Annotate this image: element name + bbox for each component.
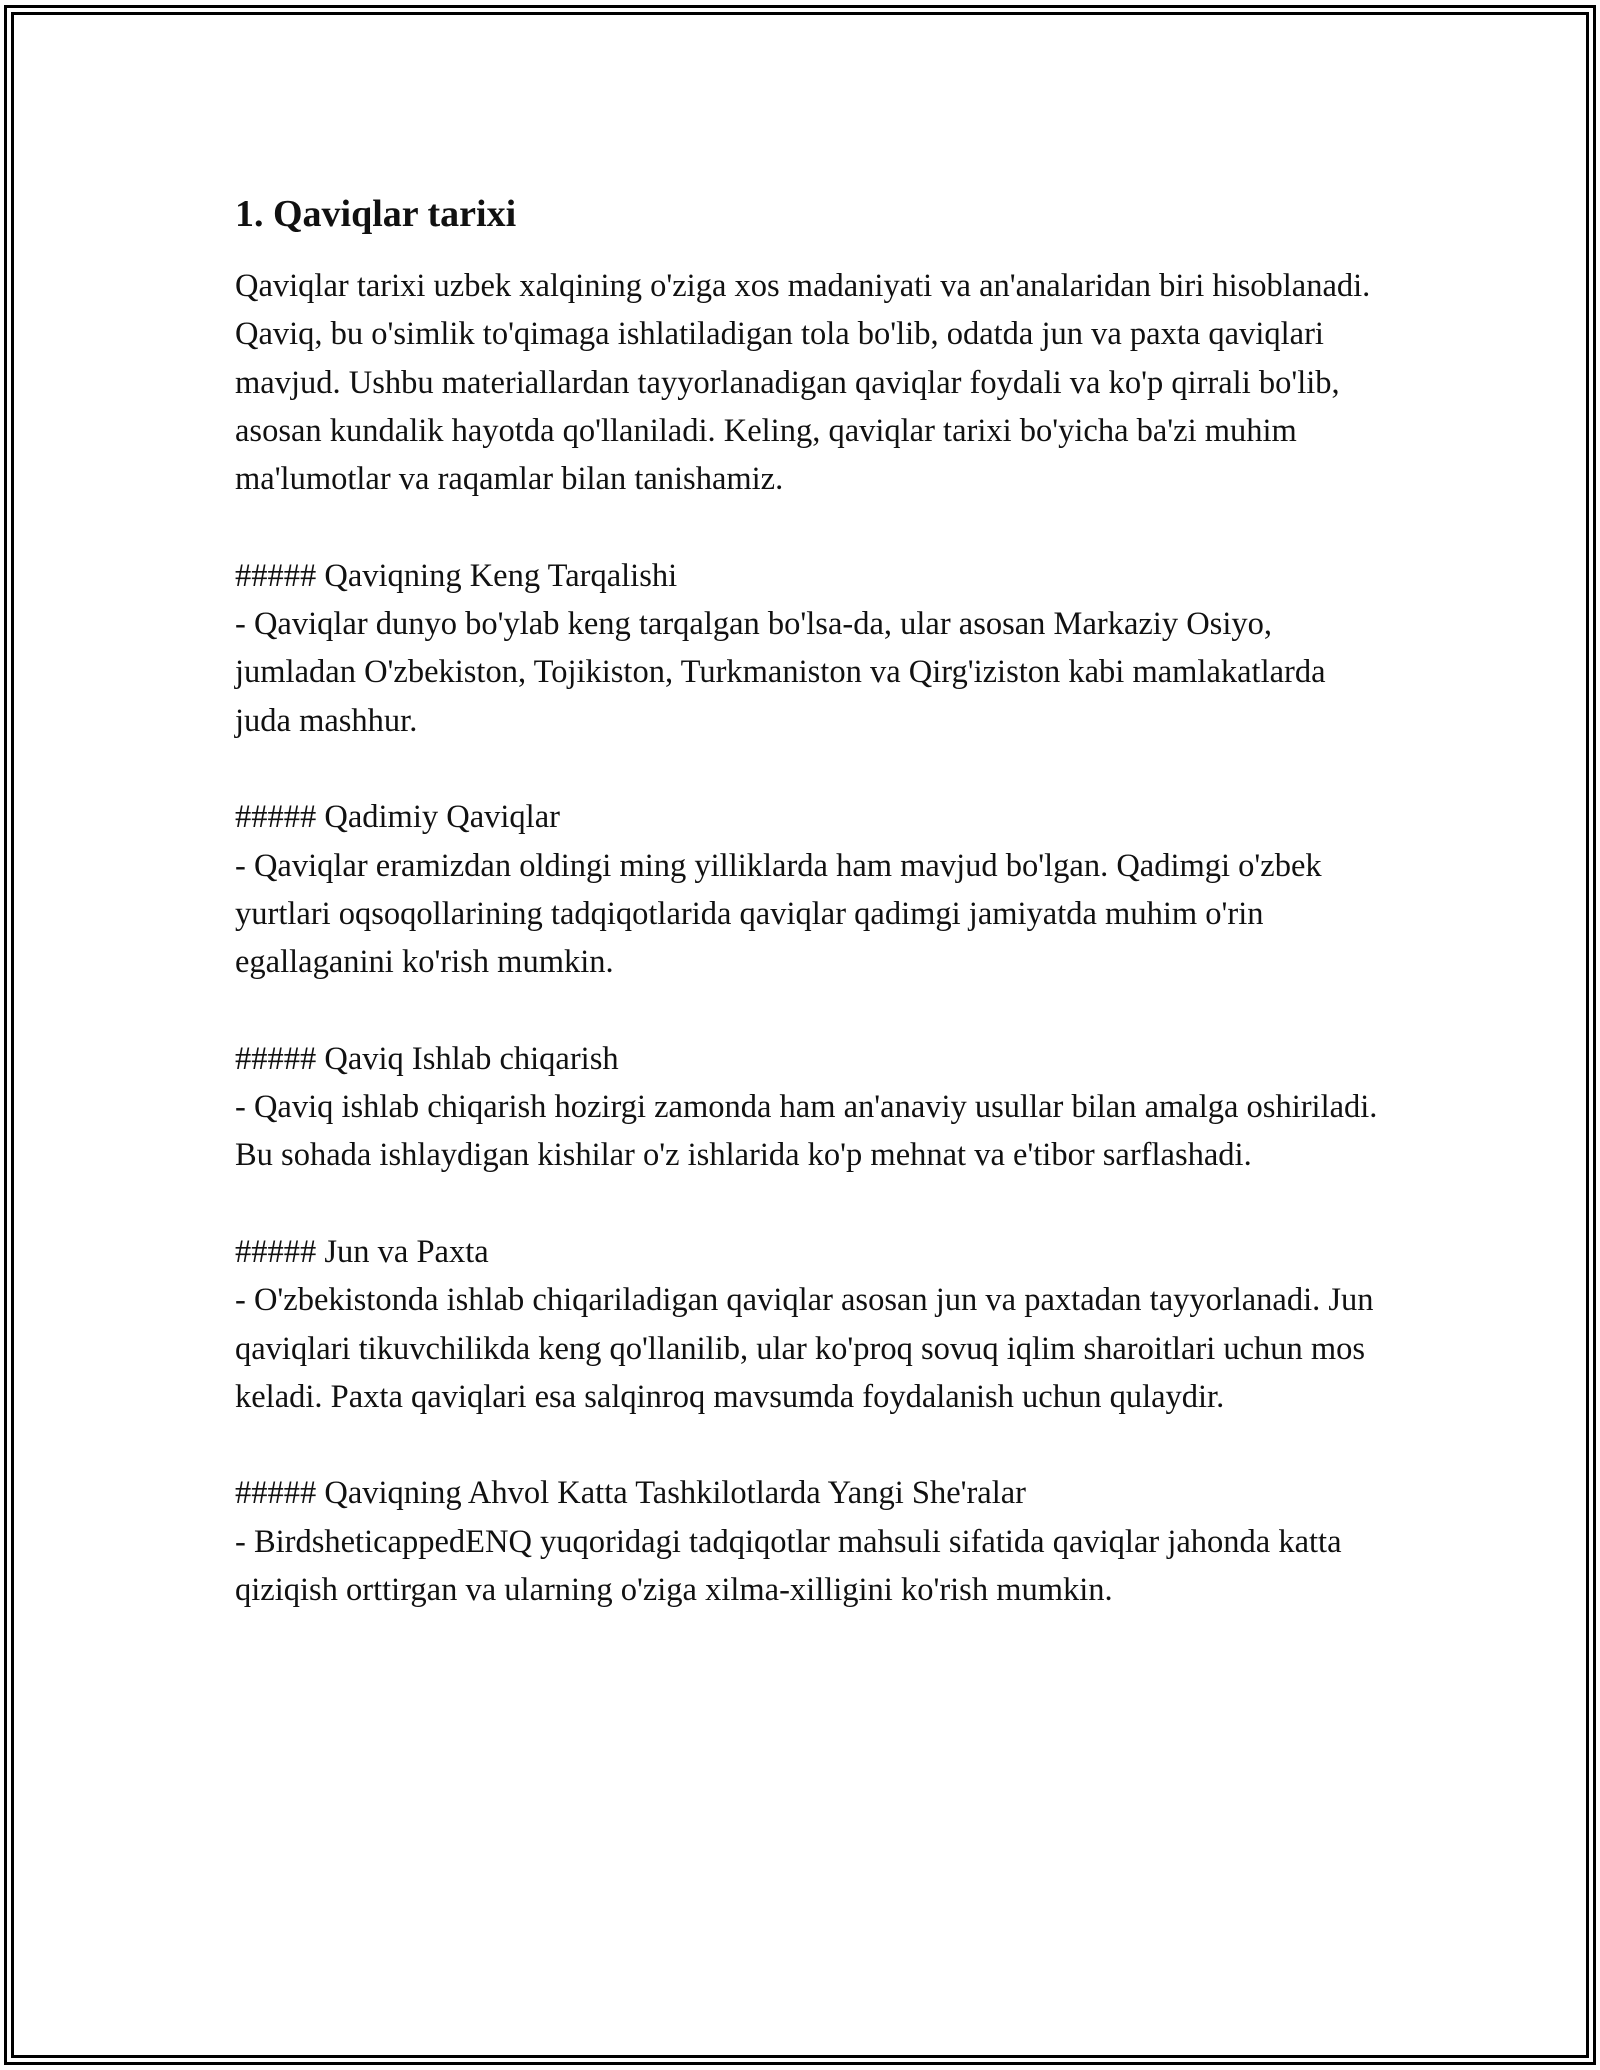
section-heading: ##### Qadimiy Qaviqlar (235, 799, 560, 836)
section-ishlab-chiqarish (235, 1035, 1385, 1180)
section-body: - Qaviqlar eramizdan oldingi ming yilliklarda ham mavjud bo'lgan. Qadimgi o'zbek yurtlari oqsoqollarining tadqiqotlarida qaviqlar qadimgi jamiyatda muhim o'rin egallaganini ko'rish mumkin. (235, 847, 1322, 981)
section-heading: ##### Jun va Paxta (235, 1233, 489, 1270)
intro-paragraph: Qaviqlar tarixi uzbek xalqining o'ziga xos madaniyati va an'analaridan biri hisoblanadi. Qaviq, bu o'simlik to'qimaga ishlatiladigan tola bo'lib, odatda jun va paxta qaviqlari mavjud. Ushbu materiallardan tayyorlanadigan qaviqlar foydali va ko'p qirrali bo'lib, asosan kundalik hayotda qo'llaniladi. Keling, qaviqlar tarixi bo'yicha ba'zi muhim ma'lumotlar va raqamlar bilan tanishamiz. (235, 268, 1371, 498)
section-body: - O'zbekistonda ishlab chiqariladigan qaviqlar asosan jun va paxtadan tayyorlanadi. Jun qaviqlari tikuvchilikda keng qo'llanilib, ular ko'proq sovuq iqlim sharoitlari uchun mos keladi. Paxta qaviqlari esa salqinroq mavsumda foydalanish uchun qulaydir. (235, 1282, 1374, 1415)
section-body: - Qaviqlar dunyo bo'ylab keng tarqalgan bo'lsa-da, ular asosan Markaziy Osiyo, jumladan O'zbekiston, Tojikiston, Turkmaniston va Qirg'iziston kabi mamlakatlarda juda mashhur. (235, 606, 1326, 739)
section-heading: ##### Qaviqning Ahvol Katta Tashkilotlarda Yangi She'ralar (235, 1475, 1026, 1512)
section-heading: ##### Qaviq Ishlab chiqarish (235, 1040, 619, 1077)
document-title: 1. Qaviqlar tarixi (235, 193, 517, 235)
section-body: - BirdsheticappedENQ yuqoridagi tadqiqotlar mahsuli sifatida qaviqlar jahonda katta qiziqish orttirgan va ularning o'ziga xilma-xilligini ko'rish mumkin. (235, 1523, 1342, 1609)
section-body: - Qaviq ishlab chiqarish hozirgi zamonda ham an'anaviy usullar bilan amalga oshiriladi. Bu sohada ishlaydigan kishilar o'z ishlarida ko'p mehnat va e'tibor sarflashadi. (235, 1089, 1378, 1174)
document-body (235, 186, 1385, 1614)
section-heading: ##### Qaviqning Keng Tarqalishi (235, 557, 678, 594)
section-jun-va-paxta (235, 1228, 1385, 1421)
section-tashkilotlarda (235, 1469, 1385, 1614)
section-keng-tarqalishi (235, 552, 1385, 745)
section-qadimiy-qaviqlar (235, 793, 1385, 986)
